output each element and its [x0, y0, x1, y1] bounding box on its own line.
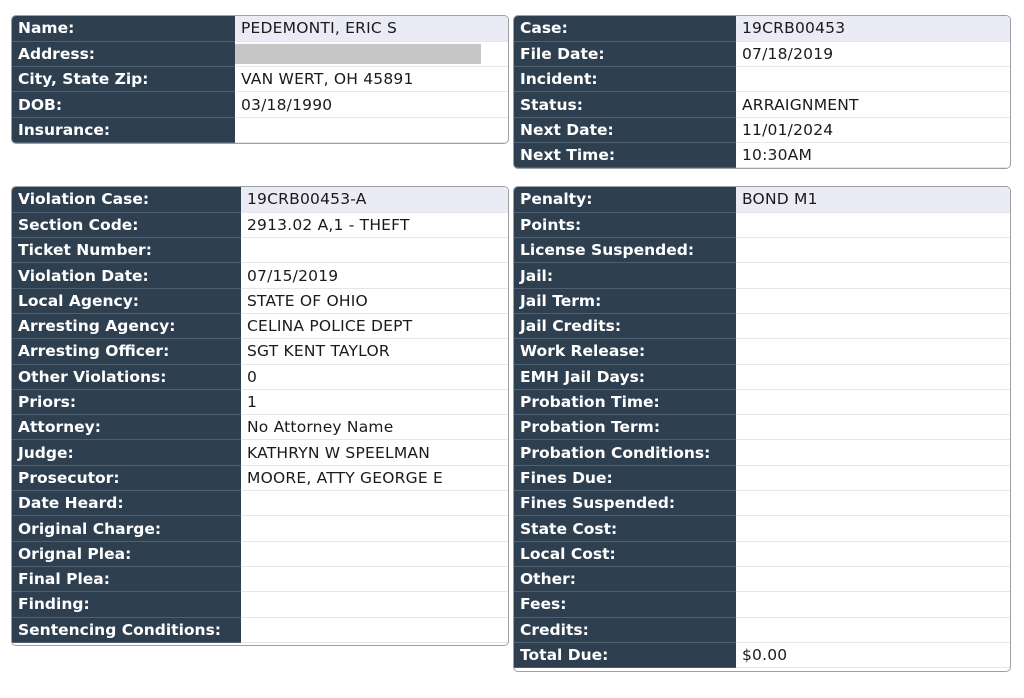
violation-info-table	[12, 187, 508, 643]
license-suspended-row	[514, 238, 1010, 263]
case-info-panel	[513, 15, 1011, 169]
priors-row	[12, 389, 508, 414]
ticket-number-row	[12, 238, 508, 263]
jail-credits-value	[736, 313, 1010, 338]
total-due-label: Total Due:	[514, 642, 736, 667]
violation-case-label: Violation Case:	[12, 187, 241, 212]
status-label: Status:	[514, 92, 736, 117]
priors-value: 1	[241, 389, 508, 414]
probation-time-value	[736, 389, 1010, 414]
judge-value: KATHRYN W SPEELMAN	[241, 440, 508, 465]
probation-time-label: Probation Time:	[514, 389, 736, 414]
finding-row	[12, 592, 508, 617]
status-value: ARRAIGNMENT	[736, 92, 1010, 117]
attorney-row	[12, 415, 508, 440]
arresting-officer-value: SGT KENT TAYLOR	[241, 339, 508, 364]
section-code-row	[12, 212, 508, 237]
total-due-value: $0.00	[736, 642, 1010, 667]
other-violations-label: Other Violations:	[12, 364, 241, 389]
final-plea-label: Final Plea:	[12, 566, 241, 591]
local-agency-row	[12, 288, 508, 313]
license-suspended-value	[736, 238, 1010, 263]
priors-label: Priors:	[12, 389, 241, 414]
incident-label: Incident:	[514, 67, 736, 92]
original-charge-row	[12, 516, 508, 541]
name-row	[12, 16, 508, 41]
prosecutor-row	[12, 465, 508, 490]
city-state-zip-row	[12, 67, 508, 92]
jail-term-value	[736, 288, 1010, 313]
attorney-value: No Attorney Name	[241, 415, 508, 440]
fines-suspended-label: Fines Suspended:	[514, 491, 736, 516]
credits-value	[736, 617, 1010, 642]
final-plea-value	[241, 566, 508, 591]
violation-date-value: 07/15/2019	[241, 263, 508, 288]
emh-jail-days-label: EMH Jail Days:	[514, 364, 736, 389]
finding-value	[241, 592, 508, 617]
work-release-row	[514, 339, 1010, 364]
section-code-value: 2913.02 A,1 - THEFT	[241, 212, 508, 237]
fines-due-row	[514, 465, 1010, 490]
case-value: 19CRB00453	[736, 16, 1010, 41]
ticket-number-value	[241, 238, 508, 263]
dob-value: 03/18/1990	[235, 92, 508, 117]
probation-conditions-value	[736, 440, 1010, 465]
probation-term-label: Probation Term:	[514, 415, 736, 440]
arresting-agency-row	[12, 313, 508, 338]
original-charge-value	[241, 516, 508, 541]
other-label: Other:	[514, 566, 736, 591]
fines-suspended-value	[736, 491, 1010, 516]
arresting-agency-value: CELINA POLICE DEPT	[241, 313, 508, 338]
original-plea-label: Orignal Plea:	[12, 541, 241, 566]
next-date-row	[514, 117, 1010, 142]
prosecutor-label: Prosecutor:	[12, 465, 241, 490]
local-cost-label: Local Cost:	[514, 541, 736, 566]
violation-date-row	[12, 263, 508, 288]
judge-row	[12, 440, 508, 465]
final-plea-row	[12, 566, 508, 591]
arresting-agency-label: Arresting Agency:	[12, 313, 241, 338]
file-date-label: File Date:	[514, 41, 736, 66]
points-value	[736, 212, 1010, 237]
other-value	[736, 566, 1010, 591]
penalty-value: BOND M1	[736, 187, 1010, 212]
jail-value	[736, 263, 1010, 288]
next-date-value: 11/01/2024	[736, 117, 1010, 142]
license-suspended-label: License Suspended:	[514, 238, 736, 263]
other-row	[514, 566, 1010, 591]
probation-conditions-label: Probation Conditions:	[514, 440, 736, 465]
address-row	[12, 41, 508, 66]
work-release-label: Work Release:	[514, 339, 736, 364]
other-violations-value: 0	[241, 364, 508, 389]
file-date-value: 07/18/2019	[736, 41, 1010, 66]
local-agency-label: Local Agency:	[12, 288, 241, 313]
fees-label: Fees:	[514, 592, 736, 617]
jail-term-row	[514, 288, 1010, 313]
original-plea-row	[12, 541, 508, 566]
status-row	[514, 92, 1010, 117]
arresting-officer-row	[12, 339, 508, 364]
points-label: Points:	[514, 212, 736, 237]
jail-credits-row	[514, 313, 1010, 338]
violation-date-label: Violation Date:	[12, 263, 241, 288]
penalty-info-table	[514, 187, 1010, 668]
sentencing-conditions-label: Sentencing Conditions:	[12, 617, 241, 642]
next-date-label: Next Date:	[514, 117, 736, 142]
date-heard-row	[12, 491, 508, 516]
state-cost-value	[736, 516, 1010, 541]
case-row	[514, 16, 1010, 41]
emh-jail-days-row	[514, 364, 1010, 389]
credits-row	[514, 617, 1010, 642]
insurance-row	[12, 117, 508, 142]
date-heard-value	[241, 491, 508, 516]
penalty-row	[514, 187, 1010, 212]
sentencing-conditions-value	[241, 617, 508, 642]
case-label: Case:	[514, 16, 736, 41]
fees-row	[514, 592, 1010, 617]
points-row	[514, 212, 1010, 237]
next-time-row	[514, 142, 1010, 167]
jail-term-label: Jail Term:	[514, 288, 736, 313]
next-time-value: 10:30AM	[736, 142, 1010, 167]
probation-time-row	[514, 389, 1010, 414]
work-release-value	[736, 339, 1010, 364]
local-cost-value	[736, 541, 1010, 566]
defendant-info-table	[12, 16, 508, 143]
violation-case-value: 19CRB00453-A	[241, 187, 508, 212]
fees-value	[736, 592, 1010, 617]
fines-due-value	[736, 465, 1010, 490]
original-charge-label: Original Charge:	[12, 516, 241, 541]
jail-label: Jail:	[514, 263, 736, 288]
probation-term-value	[736, 415, 1010, 440]
jail-row	[514, 263, 1010, 288]
total-due-row	[514, 642, 1010, 667]
emh-jail-days-value	[736, 364, 1010, 389]
file-date-row	[514, 41, 1010, 66]
next-time-label: Next Time:	[514, 142, 736, 167]
probation-conditions-row	[514, 440, 1010, 465]
judge-label: Judge:	[12, 440, 241, 465]
original-plea-value	[241, 541, 508, 566]
fines-suspended-row	[514, 491, 1010, 516]
insurance-value	[235, 117, 508, 142]
defendant-info-panel	[11, 15, 509, 144]
violation-case-row	[12, 187, 508, 212]
finding-label: Finding:	[12, 592, 241, 617]
state-cost-row	[514, 516, 1010, 541]
insurance-label: Insurance:	[12, 117, 235, 142]
date-heard-label: Date Heard:	[12, 491, 241, 516]
arresting-officer-label: Arresting Officer:	[12, 339, 241, 364]
jail-credits-label: Jail Credits:	[514, 313, 736, 338]
city-state-zip-label: City, State Zip:	[12, 67, 235, 92]
dob-row	[12, 92, 508, 117]
violation-info-panel	[11, 186, 509, 646]
incident-value	[736, 67, 1010, 92]
prosecutor-value: MOORE, ATTY GEORGE E	[241, 465, 508, 490]
name-label: Name:	[12, 16, 235, 41]
dob-label: DOB:	[12, 92, 235, 117]
fines-due-label: Fines Due:	[514, 465, 736, 490]
penalty-info-panel	[513, 186, 1011, 672]
name-value: PEDEMONTI, ERIC S	[235, 16, 508, 41]
city-state-zip-value: VAN WERT, OH 45891	[235, 67, 508, 92]
sentencing-conditions-row	[12, 617, 508, 642]
credits-label: Credits:	[514, 617, 736, 642]
local-cost-row	[514, 541, 1010, 566]
address-redaction	[235, 44, 481, 64]
other-violations-row	[12, 364, 508, 389]
ticket-number-label: Ticket Number:	[12, 238, 241, 263]
attorney-label: Attorney:	[12, 415, 241, 440]
case-info-table	[514, 16, 1010, 168]
address-label: Address:	[12, 41, 235, 66]
section-code-label: Section Code:	[12, 212, 241, 237]
address-value	[235, 41, 508, 66]
penalty-label: Penalty:	[514, 187, 736, 212]
local-agency-value: STATE OF OHIO	[241, 288, 508, 313]
state-cost-label: State Cost:	[514, 516, 736, 541]
probation-term-row	[514, 415, 1010, 440]
incident-row	[514, 67, 1010, 92]
